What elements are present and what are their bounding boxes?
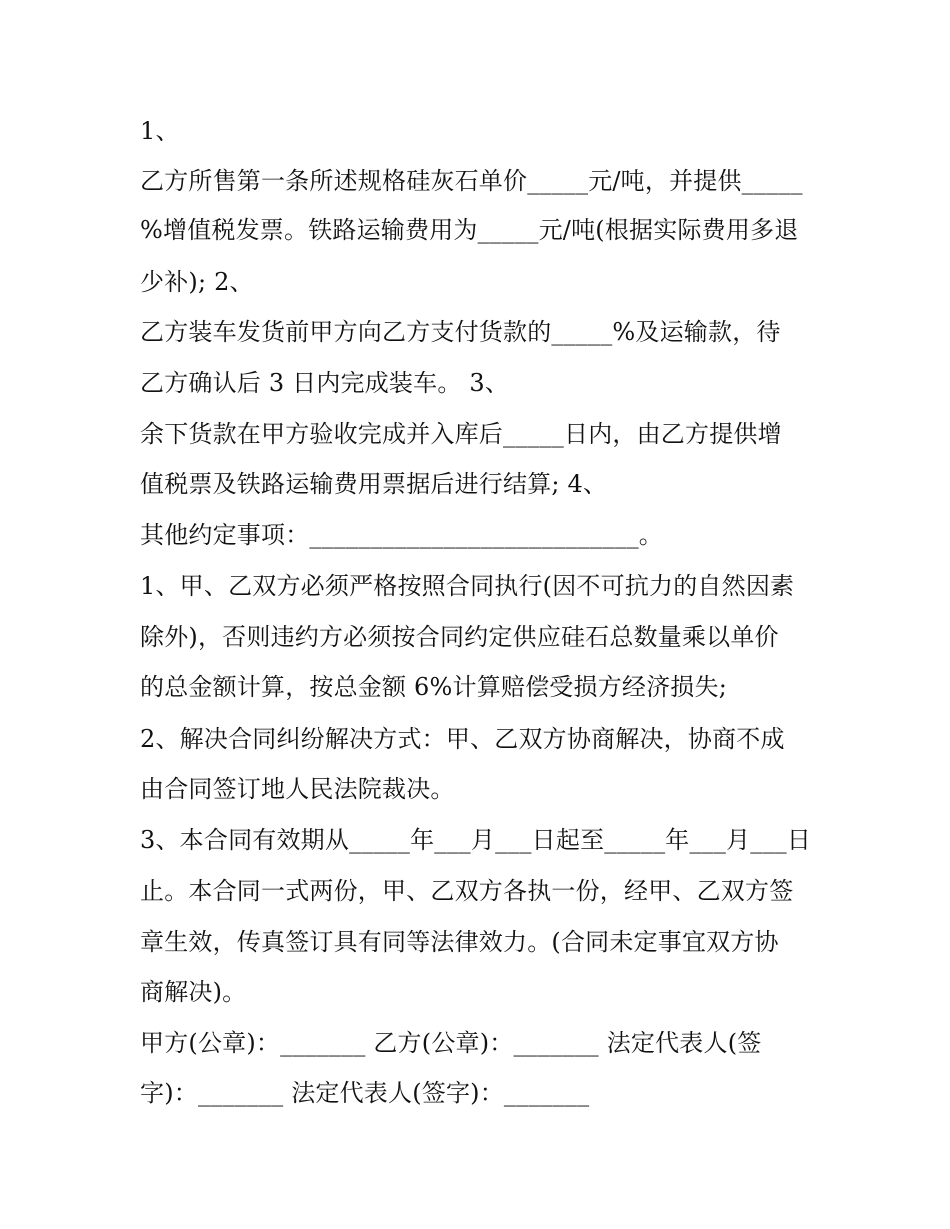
text-line: 1、甲、乙双方必须严格按照合同执行(因不可抗力的自然因素 xyxy=(140,572,795,600)
text-line: 章生效，传真签订具有同等法律效力。(合同未定事宜双方协 xyxy=(140,928,779,956)
text-line: 除外)，否则违约方必须按合同约定供应硅石总数量乘以单价 xyxy=(140,623,779,651)
text-line: 2、解决合同纠纷解决方式：甲、乙双方协商解决，协商不成 xyxy=(140,725,785,753)
text-line: 止。本合同一式两份，甲、乙双方各执一份，经甲、乙双方签 xyxy=(140,877,794,905)
text-line: 商解决)。 xyxy=(140,978,247,1006)
text-line: 其他约定事项：___________________________。 xyxy=(140,521,663,549)
text-line: %增值税发票。铁路运输费用为_____元/吨(根据实际费用多退 xyxy=(140,216,799,244)
text-line: 1、 xyxy=(140,117,180,145)
text-line: 由合同签订地人民法院裁决。 xyxy=(140,775,455,803)
text-line: 3、本合同有效期从_____年___月___日起至_____年___月___日 xyxy=(140,826,812,854)
text-line: 甲方(公章)：_______ 乙方(公章)：_______ 法定代表人(签 xyxy=(140,1029,762,1057)
text-line: 乙方确认后 3 日内完成装车。 3、 xyxy=(140,369,510,397)
text-line: 乙方装车发货前甲方向乙方支付货款的_____%及运输款，待 xyxy=(140,318,781,346)
text-line: 字)：_______ 法定代表人(签字)：_______ xyxy=(140,1079,590,1107)
text-line: 的总金额计算，按总金额 6%计算赔偿受损方经济损失; xyxy=(140,673,727,701)
text-line: 少补); 2、 xyxy=(140,268,254,296)
text-line: 乙方所售第一条所述规格硅灰石单价_____元/吨，并提供_____ xyxy=(140,167,803,195)
text-line: 值税票及铁路运输费用票据后进行结算; 4、 xyxy=(140,470,608,498)
text-line: 余下货款在甲方验收完成并入库后_____日内，由乙方提供增 xyxy=(140,420,782,448)
